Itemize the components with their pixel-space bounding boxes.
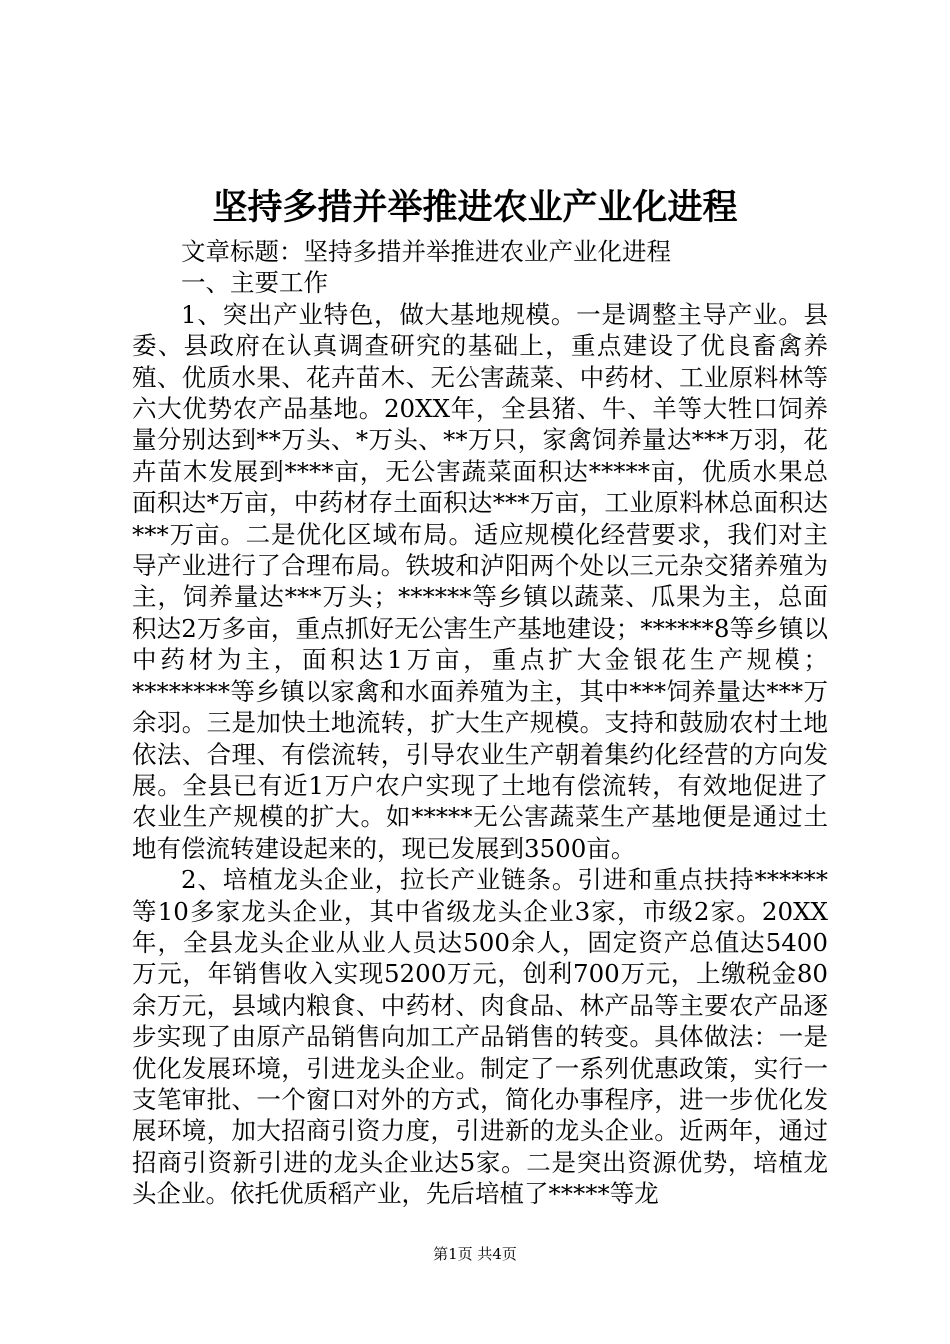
document-title: 坚持多措并举推进农业产业化进程 <box>212 188 738 228</box>
body-paragraph-1: 1、突出产业特色，做大基地规模。一是调整主导产业。县委、县政府在认真调查研究的基础上，重点建设了优良畜禽养殖、优质水果、花卉苗木、无公害蔬菜、中药材、工业原料林等六大优势农产品基地。20XX年，全县猪、牛、羊等大牲口饲养量分别达到**万头、*万头、**万只，家禽饲养量达***万羽，花卉苗木发展到****亩，无公害蔬菜面积达*****亩，优质水果总面积达*万亩，中药材存土面积达***万亩，工业原料林总面积达***万亩。二是优化区域布局。适应规模化经营要求，我们对主导产业进行了合理布局。铁坡和泸阳两个处以三元杂交猪养殖为主，饲养量达***万头；******等乡镇以蔬菜、瓜果为主，总面积达2万多亩，重点抓好无公害生产基地建设；******8等乡镇以中药材为主，面积达1万亩，重点扩大金银花生产规模；********等乡镇以家禽和水面养殖为主，其中***饲养量达***万余羽。三是加快土地流转，扩大生产规模。支持和鼓励农村土地依法、合理、有偿流转，引导农业生产朝着集约化经营的方向发展。全县已有近1万户农户实现了土地有偿流转，有效地促进了农业生产规模的扩大。如*****无公害蔬菜生产基地便是通过土地有偿流转建设起来的，现已发展到3500亩。 <box>132 299 828 863</box>
article-title-line: 文章标题：坚持多措并举推进农业产业化进程 <box>181 237 671 266</box>
document-body <box>132 236 828 1210</box>
body-paragraph-2: 2、培植龙头企业，拉长产业链条。引进和重点扶持******等10多家龙头企业，其中省级龙头企业3家，市级2家。20XX年，全县龙头企业从业人员达500余人，固定资产总值达5400万元，年销售收入实现5200万元，创利700万元，上缴税金80余万元，县域内粮食、中药材、肉食品、林产品等主要农产品逐步实现了由原产品销售向加工产品销售的转变。具体做法：一是优化发展环境，引进龙头企业。制定了一系列优惠政策，实行一支笔审批、一个窗口对外的方式，简化办事程序，进一步优化发展环境，加大招商引资力度，引进新的龙头企业。近两年，通过招商引资新引进的龙头企业达5家。二是突出资源优势，培植龙头企业。依托优质稻产业，先后培植了*****等龙 <box>132 865 828 1209</box>
section-heading: 一、主要工作 <box>181 268 328 298</box>
page-footer: 第1页 共4页 <box>433 1245 517 1263</box>
